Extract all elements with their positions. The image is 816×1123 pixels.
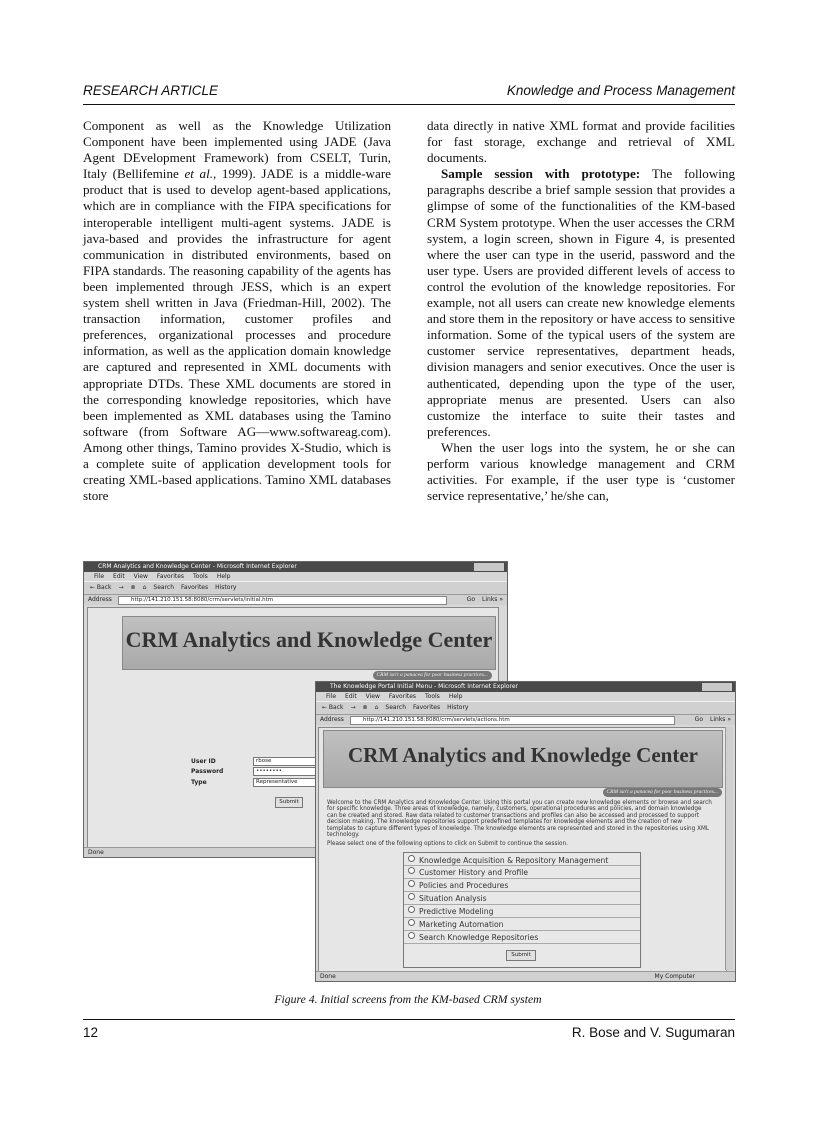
radio-icon[interactable] <box>408 919 415 926</box>
radio-icon[interactable] <box>408 906 415 913</box>
banner-tagline: CRM isn't a panacea for poor business practices... <box>603 788 722 797</box>
window2-menubar <box>316 692 735 701</box>
address-input[interactable]: http://141.210.151.58:8080/crm/servlets/actions.htm <box>350 716 675 725</box>
option-knowledge-acquisition[interactable]: Knowledge Acquisition & Repository Management <box>408 855 608 865</box>
figure-caption: Figure 4. Initial screens from the KM-based CRM system <box>274 993 542 1006</box>
menu-edit[interactable]: Edit <box>345 693 357 700</box>
password-input[interactable]: •••••••• <box>253 767 317 776</box>
radio-icon[interactable] <box>408 880 415 887</box>
menu-browser-window <box>315 681 736 982</box>
links-button[interactable]: Links » <box>710 716 731 723</box>
stop-button[interactable]: ⊗ <box>130 584 136 591</box>
window2-addressbar <box>316 715 735 725</box>
window1-menubar <box>84 572 507 581</box>
back-button[interactable]: ← Back <box>322 704 344 711</box>
back-button[interactable]: ← Back <box>90 584 112 591</box>
window-controls-icon[interactable] <box>474 563 504 571</box>
history-button[interactable]: History <box>447 704 469 711</box>
radio-icon[interactable] <box>408 855 415 862</box>
header-article-type: RESEARCH ARTICLE <box>83 83 219 98</box>
forward-button[interactable]: → <box>350 704 356 711</box>
search-button[interactable]: Search <box>153 584 175 591</box>
address-label: Address <box>88 596 112 603</box>
banner-tagline: CRM isn't a panacea for poor business practices... <box>373 671 492 680</box>
address-input[interactable]: http://141.210.151.58:8080/crm/servlets/initial.htm <box>118 596 447 605</box>
menu-help[interactable]: Help <box>448 693 463 700</box>
stop-button[interactable]: ⊗ <box>362 704 368 711</box>
menu-file[interactable]: File <box>94 573 105 580</box>
menu-view[interactable]: View <box>133 573 148 580</box>
option-marketing-automation[interactable]: Marketing Automation <box>408 919 504 929</box>
window2-titlebar: The Knowledge Portal Initial Menu - Microsoft Internet Explorer <box>316 682 735 692</box>
page-number: 12 <box>83 1025 99 1040</box>
go-button[interactable]: Go <box>466 596 475 603</box>
footer-rule <box>83 1019 735 1020</box>
history-button[interactable]: History <box>215 584 237 591</box>
header-rule <box>83 104 735 105</box>
window-controls-icon[interactable] <box>702 683 732 691</box>
menu-view[interactable]: View <box>365 693 380 700</box>
login-submit-button[interactable]: Submit <box>275 797 303 808</box>
welcome-text: Welcome to the CRM Analytics and Knowledge Center. Using this portal you can create new knowledge elements or browse and search for specific knowledge. Three areas of knowledge, namely, customers, operational procedures and policies, and domain knowledge can be created and stored. Raw data related to customer transactions and profiles can also be accessed and processed to support decision making. The knowledge repositories support predefined templates for knowledge elements and the creation of new templates to capture different types of knowledge. The knowledge elements are represented and stored in the repositories using XML technology. <box>327 800 712 839</box>
vertical-scrollbar[interactable] <box>725 727 733 970</box>
right-column <box>427 118 735 504</box>
favorites-button[interactable]: Favorites <box>181 584 209 591</box>
window2-toolbar <box>316 701 735 715</box>
options-table <box>403 852 641 968</box>
window2-statusbar: Done My Computer <box>316 971 735 981</box>
right-paragraph-2: Sample session with prototype: The following paragraphs describe a brief sample session that provides a glimpse of some of the functionalities of the KM-based CRM System prototype. When the user accesses the CRM system, a login screen, shown in Figure 4, is presented where the user can type in the userid, password and the user type. Users are provided different levels of access to control the evolution of the knowledge repositories. For example, not all users can create new knowledge elements and store them in the repository or have access to sensitive information. Some of the typical users of the system are customer service representatives, department heads, division managers and senior executives. Once the user is authenticated, depending upon the type of the user, appropriate menus are presented. Users can also customize the interface to suite their tastes and preferences. <box>427 166 735 439</box>
menu-tools[interactable]: Tools <box>425 693 440 700</box>
crm-banner <box>122 616 496 670</box>
sample-session-heading: Sample session with prototype: <box>441 166 641 182</box>
menu-submit-button[interactable]: Submit <box>506 950 536 961</box>
menu-favorites[interactable]: Favorites <box>388 693 417 700</box>
option-search-repositories[interactable]: Search Knowledge Repositories <box>408 932 538 942</box>
home-button[interactable]: ⌂ <box>374 704 379 711</box>
address-label: Address <box>320 716 344 723</box>
left-column <box>83 118 391 504</box>
left-paragraph: Component as well as the Knowledge Utilization Component have been implemented using JADE (Java Agent DEvelopment Framework) from CSELT, Turin, Italy (Bellifemine et al., 1999). JADE is a middle-ware product that is used to develop agent-based applications, which are in compliance with the FIPA specifications for interoperable intelligent multi-agent systems. JADE is java-based and provides the infrastructure for agent communication in distributed environments, based on FIPA standards. The reasoning capability of the agents has been implemented through JESS, which is an expert system shell written in Java (Friedman-Hill, 2002). The transaction information, customer profiles and preferences, organizational processes and procedure information, as well as the application domain knowledge are captured and represented in XML documents with appropriate DTDs. These XML documents are stored in the corresponding knowledge repositories, which have been implemented as XML databases using the Tamino software (from Software AG—www.softwareag.com). Among other things, Tamino provides X-Studio, which is a complete suite of application development tools for creating XML-based applications. Tamino XML databases store <box>83 118 391 504</box>
option-policies[interactable]: Policies and Procedures <box>408 880 508 890</box>
zone-indicator: My Computer <box>654 973 695 980</box>
userid-input[interactable]: rbose <box>253 757 317 766</box>
radio-icon[interactable] <box>408 932 415 939</box>
userid-label: User ID <box>191 758 216 765</box>
type-select[interactable]: Representative <box>253 778 317 787</box>
crm-banner <box>323 730 723 788</box>
footer-authors: R. Bose and V. Sugumaran <box>571 1025 735 1040</box>
forward-button[interactable]: → <box>118 584 124 591</box>
running-header <box>83 83 735 103</box>
right-paragraph-1: data directly in native XML format and provide facilities for fast storage, exchange and retrieval of XML documents. <box>427 118 735 166</box>
password-label: Password <box>191 768 224 775</box>
menu-tools[interactable]: Tools <box>193 573 208 580</box>
right-paragraph-3: When the user logs into the system, he or she can perform various knowledge management and CRM activities. For example, if the user type is ‘customer service representative,’ he/she can, <box>427 439 735 504</box>
links-button[interactable]: Links » <box>482 596 503 603</box>
type-label: Type <box>191 779 207 786</box>
menu-favorites[interactable]: Favorites <box>156 573 185 580</box>
window1-titlebar: CRM Analytics and Knowledge Center - Microsoft Internet Explorer <box>84 562 507 572</box>
go-button[interactable]: Go <box>694 716 703 723</box>
option-customer-history[interactable]: Customer History and Profile <box>408 867 528 877</box>
banner-title: CRM Analytics and Knowledge Center <box>348 743 698 767</box>
instruction-text: Please select one of the following options to click on Submit to continue the session. <box>327 841 568 847</box>
option-predictive-modeling[interactable]: Predictive Modeling <box>408 906 493 916</box>
option-situation-analysis[interactable]: Situation Analysis <box>408 893 487 903</box>
menu-edit[interactable]: Edit <box>113 573 125 580</box>
window2-content <box>318 727 727 972</box>
menu-help[interactable]: Help <box>216 573 231 580</box>
favorites-button[interactable]: Favorites <box>413 704 441 711</box>
window1-toolbar <box>84 581 507 595</box>
header-journal-name: Knowledge and Process Management <box>506 83 735 98</box>
home-button[interactable]: ⌂ <box>142 584 147 591</box>
radio-icon[interactable] <box>408 867 415 874</box>
radio-icon[interactable] <box>408 893 415 900</box>
window1-addressbar <box>84 595 507 605</box>
menu-file[interactable]: File <box>326 693 337 700</box>
window1-statusbar: Done <box>84 847 507 857</box>
search-button[interactable]: Search <box>385 704 407 711</box>
banner-title: CRM Analytics and Knowledge Center <box>125 627 493 652</box>
